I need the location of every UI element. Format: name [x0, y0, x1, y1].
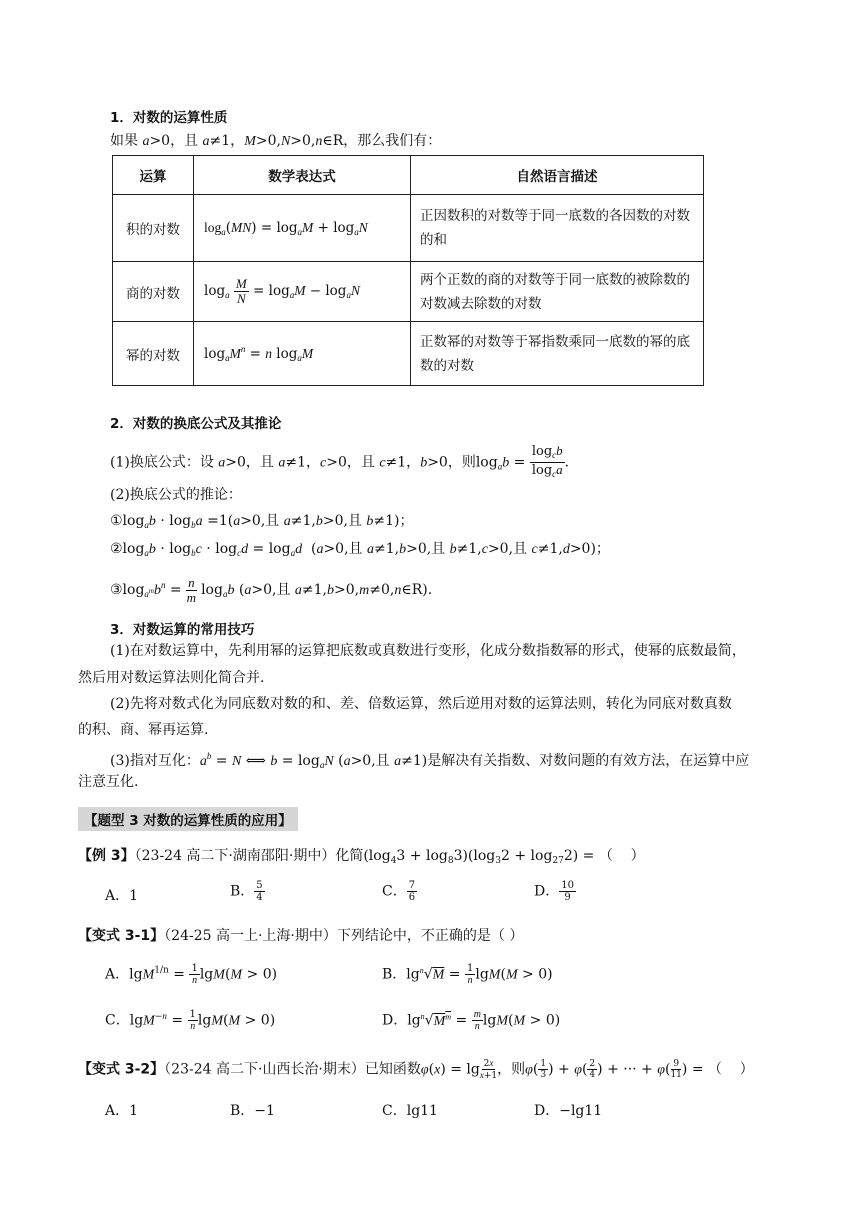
table-cell-desc: 两个正数的商的对数等于同一底数的被除数的对数减去除数的对数: [411, 262, 704, 322]
section2-title: 2．对数的换底公式及其推论: [110, 416, 282, 432]
table-header: 运算: [113, 156, 194, 195]
option-b: B． $\frac{5}{4}$: [230, 880, 263, 903]
variant-label: 【变式 3-1】: [78, 928, 165, 944]
corollary-3: $③\log_{a^m}b^n$ = $\frac{n}{m}$ $\log_ab$ (a>0,且 a≠1,b>0,m≠0,n∈R).: [110, 574, 433, 605]
tip-1-line1: (1)在对数运算中，先利用幂的运算把底数或真数进行变形，化成分数指数幂的形式，使幂的底数最简，: [110, 643, 746, 659]
tip-1-line2: 然后用对数运算法则化简合并.: [78, 670, 265, 686]
table-header: 数学表达式: [194, 156, 411, 195]
table-row: [113, 195, 704, 262]
table-header: 自然语言描述: [411, 156, 704, 195]
variant-label: 【变式 3-2】: [78, 1061, 165, 1078]
table-cell-op: 商的对数: [113, 262, 194, 322]
example-label: 【例 3】: [78, 848, 135, 864]
tip-3-line2: 注意互化.: [78, 774, 139, 790]
option-d: D．$\lg^n√M^m$ = $\frac{m}{n}$ lgM(M > 0): [382, 1009, 561, 1032]
option-c: C．lgM$^{-n}$ = $\frac{1}{n}$ lgM(M > 0): [105, 1009, 276, 1032]
table-cell-op: 幂的对数: [113, 322, 194, 386]
option-a: A．1: [105, 1103, 139, 1119]
option-b: B．$\lg^n√M$ = $\frac{1}{n}$ lgM(M > 0): [382, 963, 553, 986]
change-of-base-formula: (1)换底公式：设 a>0，且 a≠1，c>0，且 c≠1，b>0，则$\log_ab$ = $\frac{\log_cb}{\log_ca}$ .: [110, 443, 570, 479]
corollary-title: (2)换底公式的推论：: [110, 487, 242, 503]
table-cell-desc: 正数幂的对数等于幂指数乘同一底数的幂的底数的对数: [411, 322, 704, 386]
table-cell-formula: $\log_a(MN) = \log_aM + \log_aN$: [194, 195, 411, 262]
table-header-row: [113, 156, 704, 195]
section1-title: 1．对数的运算性质: [110, 110, 228, 126]
variant-3-1: [78, 925, 523, 945]
example-3: 【例 3】（23-24 高二下·湖南邵阳·期中）化简$(\log_43 + \log_83)(\log_32 + \log_{27}2)$ = （ ）: [78, 848, 645, 866]
tip-3-line1: (3)指对互化：$a^b = N$ ⟺ $b = \log_aN$ (a>0,且 a≠1)是解决有关指数、对数问题的有效方法，在运算中应: [110, 751, 750, 770]
table-cell-op: 积的对数: [113, 195, 194, 262]
table-cell-formula: $\log_aM^n = n$ $\log_aM$: [194, 322, 411, 386]
section1-intro: 如果 a>0，且 a≠1，M>0,N>0,n∈R，那么我们有：: [110, 133, 442, 149]
table-row: [113, 262, 704, 322]
log-properties-table: [112, 155, 704, 386]
example-source: （23-24 高二下·湖南邵阳·期中）化简: [134, 848, 364, 864]
option-a: A．1: [105, 888, 139, 904]
option-d: D．−lg11: [534, 1103, 603, 1119]
table-row: [113, 322, 704, 386]
table-cell-formula: $\log_a$ $\frac{M}{N}$ = $\log_aM - \log_aN$: [194, 262, 411, 322]
corollary-2: $②\log_ab \cdot \log_bc \cdot \log_cd = \log_ad$ (a>0,且 a≠1,b>0,且 b≠1,c>0,且 c≠1,d>0)；: [110, 541, 610, 558]
tip-2-line1: (2)先将对数式化为同底数对数的和、差、倍数运算，然后逆用对数的运算法则，转化为同底对数真数: [110, 696, 732, 712]
corollary-1: $①\log_ab \cdot \log_ba =1(a>0$,且 a≠1,b>0,且 b≠1)；: [110, 513, 414, 530]
question-type-tag: 【题型 3 对数的运算性质的应用】: [78, 807, 298, 831]
option-b: B．−1: [230, 1103, 275, 1119]
variant-3-2: 【变式 3-2】（23-24 高二下·山西长治·期末）已知函数φ(x) = lg $\frac{2x}{x+1}$ ，则φ( $\frac{1}{3}$ ) + φ( $\frac{2}{4}$ ) + ··· + φ( $\frac{9}{11}$ ) = （ ）: [78, 1058, 754, 1081]
option-d: D． $\frac{10}{9}$: [534, 880, 574, 903]
option-c: C． $\frac{7}{6}$: [382, 880, 416, 903]
variant-text: （24-25 高一上·上海·期中）下列结论中，不正确的是（ ）: [164, 928, 524, 944]
option-a: A．lgM$^{1/n}$ = $\frac{1}{n}$ lgM(M > 0): [105, 963, 278, 986]
section3-title: 3．对数运算的常用技巧: [110, 622, 255, 638]
tip-2-line2: 的积、商、幂再运算.: [78, 722, 209, 738]
table-cell-desc: 正因数积的对数等于同一底数的各因数的对数的和: [411, 195, 704, 262]
option-c: C．lg11: [382, 1103, 438, 1119]
